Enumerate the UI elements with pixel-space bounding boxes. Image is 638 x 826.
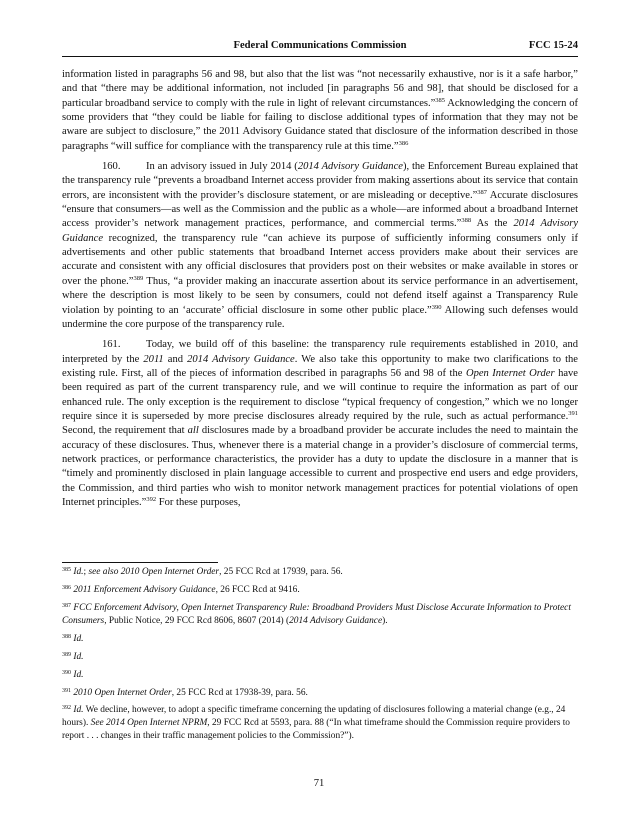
footnote-separator <box>62 562 218 563</box>
footnote-387: $^{387}$ FCC Enforcement Advisory, Open Internet Transparency Rule: Broadband Providers Must Disclose Accurate Information to Protect Consumers, Public Notice, 29 FCC Rcd 8606, 8607 (2014) (2014 Advisory Guidance). <box>62 602 571 626</box>
page-number: 71 <box>313 778 325 789</box>
footnote-391: $^{391}$ 2010 Open Internet Order, 25 FCC Rcd at 17938-39, para. 56. <box>62 687 308 698</box>
running-header <box>62 40 578 57</box>
footnote-385: $^{385}$ Id.; see also 2010 Open Internet Order, 25 FCC Rcd at 17939, para. 56. <box>62 567 343 577</box>
paragraph-number: 160. <box>102 161 121 173</box>
footnote-ref[interactable]: 388 <box>461 217 472 225</box>
continued-paragraph: information listed in paragraphs 56 and 98, but also that the list was “not necessarily exhaustive, nor is it a safe harbor,” and that “there may be additional information, not included [in paragraphs 56 and 98], that should be disclosed for a particular broadband service to comply with the rule in light of relevant circumstances.”$^{385}$ Acknowledging the concern of some providers that “they could be liable for failing to disclose additional types of information that they may not be aware are subject to disclosure,” the 2011 Advisory Guidance stated that disclosure of the information described in those paragraphs “will suffice for compliance with the transparency rule at this time.”$^{386}$ <box>62 69 578 152</box>
footnote-390: $^{390}$ Id. <box>62 669 84 680</box>
paragraph-160: 160. In an advisory issued in July 2014 (2014 Advisory Guidance), the Enforcement Bureau explained that the transparency rule “prevents a broadband Internet access provider from making assertions about its service that contain errors, are inconsistent with the provider’s disclosure statement, or are misleading or deceptive.”$^{387}$ Accurate disclosures “ensure that consumers—as well as the Commission and the public as a whole—are informed about a broadband Internet access provider’s network management practices, performance, and commercial terms.”$^{388}$ As the 2014 Advisory Guidance recognized, the transparency rule “can achieve its purpose of sufficiently informing consumers only if advertisements and other public statements that broadband Internet access providers make about their services are accurate and consistent with any official disclosures that providers post on their websites or make available in stores or over the phone.”$^{389}$ Thus, “a provider making an inaccurate assertion about its service performance in an advertisement, where the description is most likely to be seen by consumers, could not defend itself against a Transparency Rule violation by pointing to an ‘accurate’ official disclosure in some other public place.”$^{390}$ Allowing such defenses would undermine the core purpose of the transparency rule. <box>62 161 579 330</box>
footnote-ref[interactable]: 390 <box>431 303 442 311</box>
footnote-389: $^{389}$ Id. <box>62 651 84 662</box>
paragraph-number: 161. <box>102 339 121 351</box>
footnote-ref[interactable]: 386 <box>398 139 409 147</box>
paragraph-161: 161. Today, we build off of this baseline: the transparency rule requirements established in 2010, and interpreted by the 2011 and 2014 Advisory Guidance. We also take this opportunity to make two clarifications to the existing rule. First, all of the pieces of information described in paragraphs 56 and 98 of the Open Internet Order have been required as part of the current transparency rule, and we will continue to require the information as part of our enhanced rule. The only exception is the requirement to disclose “typical frequency of congestion,” which we no longer require since it is superseded by more precise disclosures already required by the rule, such as actual performance.$^{391}$ Second, the requirement that all disclosures made by a broadband provider be accurate includes the need to maintain the accuracy of these disclosures. Thus, whenever there is a material change in a provider’s disclosure of commercial terms, network practices, or performance characteristics, the provider has a duty to update the disclosure in a manner that is “timely and prominently disclosed in plain language accessible to current and prospective end users and edge providers, the Commission, and third parties who wish to monitor network management practices for potential violations of open Internet principles.”$^{392}$ For these purposes, <box>62 339 579 508</box>
footnote-392: $^{392}$ Id. We decline, however, to adopt a specific timeframe concerning the updating of disclosures following a material change (e.g., 24 hours). See 2014 Open Internet NPRM, 29 FCC Rcd at 5593, para. 88 (“In what timeframe should the Commission require providers to report . . . changes in their traffic management policies to the Commission?”). <box>62 705 570 741</box>
footnote-388: $^{388}$ Id. <box>62 633 84 644</box>
header-doc-id: FCC 15-24 <box>528 40 578 51</box>
footnote-ref[interactable]: 392 <box>146 495 157 503</box>
footnote-ref[interactable]: 387 <box>477 188 488 196</box>
footnote-ref[interactable]: 389 <box>133 274 144 282</box>
footnote-ref[interactable]: 391 <box>568 409 578 417</box>
footnote-ref[interactable]: 385 <box>435 96 446 104</box>
body-text <box>62 68 578 510</box>
header-title: Federal Communications Commission <box>233 40 407 51</box>
footnotes <box>62 566 578 748</box>
footnote-386: $^{386}$ 2011 Enforcement Advisory Guidance, 26 FCC Rcd at 9416. <box>62 584 300 595</box>
